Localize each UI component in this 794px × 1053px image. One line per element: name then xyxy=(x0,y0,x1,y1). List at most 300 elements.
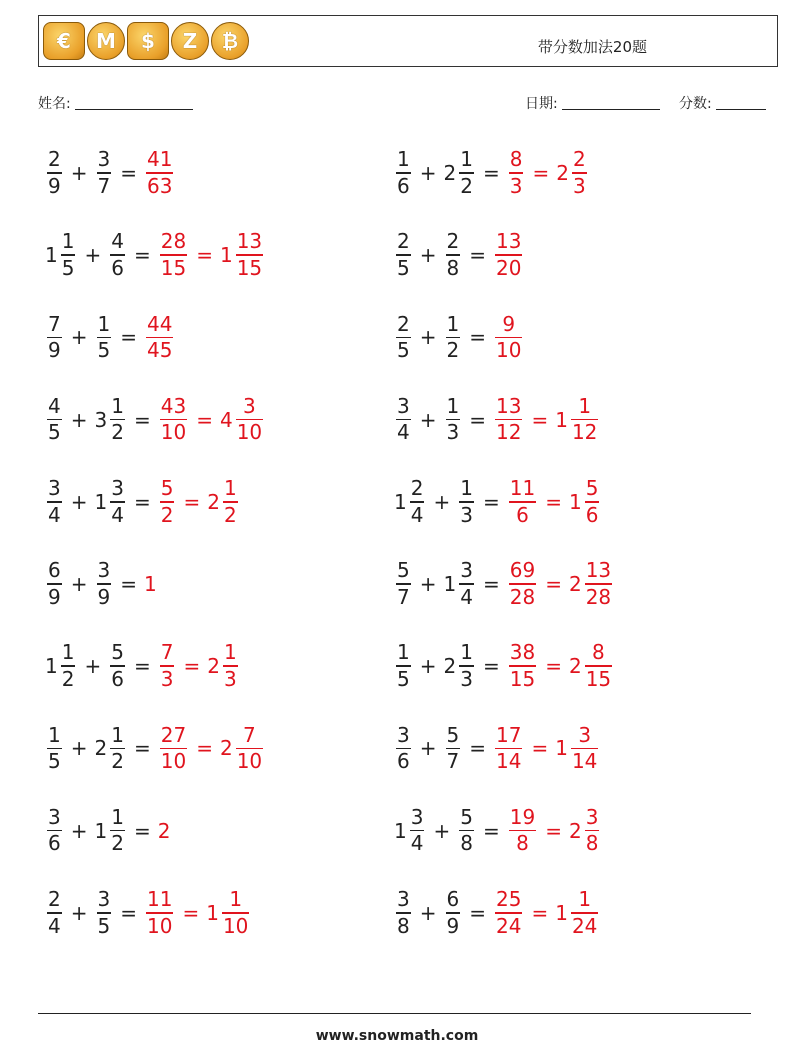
denominator: 4 xyxy=(410,831,424,856)
numerator: 7 xyxy=(48,311,61,336)
whole-number: 2 xyxy=(443,654,457,679)
denominator: 4 xyxy=(48,913,61,938)
numerator: 3 xyxy=(578,722,592,747)
fraction xyxy=(47,887,62,939)
addend xyxy=(45,312,64,364)
answer-equals-sign: = xyxy=(545,572,562,596)
score-field xyxy=(679,93,766,113)
numerator: 2 xyxy=(397,311,410,336)
denominator: 3 xyxy=(446,420,460,445)
numerator: 17 xyxy=(496,722,522,747)
bitcoin-coin-icon: ₿ xyxy=(211,22,249,60)
answer-value xyxy=(144,147,175,199)
equals-sign: = xyxy=(482,161,500,185)
denominator: 3 xyxy=(460,502,473,527)
denominator: 10 xyxy=(236,749,263,774)
denominator: 5 xyxy=(397,255,410,280)
fraction xyxy=(410,805,425,857)
denominator: 6 xyxy=(48,831,61,856)
fraction xyxy=(110,805,125,857)
numerator: 1 xyxy=(578,393,592,418)
denominator: 10 xyxy=(147,913,173,938)
answer-value xyxy=(555,887,600,939)
addend xyxy=(444,640,476,692)
equals-sign: = xyxy=(133,243,151,268)
problem-row xyxy=(394,307,524,367)
whole-number: 1 xyxy=(206,900,219,925)
denominator: 4 xyxy=(460,584,473,609)
answer-value xyxy=(493,394,524,446)
denominator: 8 xyxy=(460,831,473,856)
fraction xyxy=(223,476,238,528)
problem-row xyxy=(45,554,158,614)
denominator: 3 xyxy=(160,666,174,691)
addend xyxy=(394,640,413,692)
denominator: 24 xyxy=(496,913,522,938)
numerator: 1 xyxy=(397,147,410,172)
denominator: 20 xyxy=(496,255,522,280)
numerator: 1 xyxy=(397,640,410,665)
monero-coin-icon: M xyxy=(87,22,125,60)
answer-value xyxy=(144,572,158,596)
answer-value xyxy=(207,476,239,528)
addend xyxy=(394,147,413,199)
denominator: 2 xyxy=(223,502,237,527)
addend xyxy=(95,312,114,364)
answer-value xyxy=(507,805,538,857)
whole-number: 1 xyxy=(394,818,407,843)
numerator: 41 xyxy=(147,147,173,172)
numerator: 8 xyxy=(509,147,523,172)
numerator: 25 xyxy=(496,887,522,912)
answer-value xyxy=(220,723,265,775)
numerator: 13 xyxy=(585,558,612,583)
addend xyxy=(45,558,64,610)
numerator: 1 xyxy=(111,393,124,418)
denominator: 10 xyxy=(160,749,187,774)
answer-value xyxy=(158,394,189,446)
answer-equals-sign: = xyxy=(531,407,549,432)
whole-number: 2 xyxy=(157,818,171,843)
answer-value xyxy=(144,887,175,939)
whole-number: 2 xyxy=(443,161,457,185)
whole-number: 1 xyxy=(394,489,407,514)
addend xyxy=(444,394,463,446)
denominator: 2 xyxy=(460,173,473,198)
numerator: 1 xyxy=(223,476,237,501)
fraction xyxy=(396,394,411,446)
denominator: 5 xyxy=(97,338,111,363)
fraction xyxy=(585,805,600,857)
numerator: 69 xyxy=(509,558,536,583)
fraction xyxy=(446,229,461,281)
equals-sign: = xyxy=(469,736,486,761)
answer-value xyxy=(556,147,588,199)
equals-sign: = xyxy=(482,489,500,514)
fraction xyxy=(459,805,474,857)
addend xyxy=(95,805,127,857)
score-label: 分数: xyxy=(679,96,712,112)
fraction xyxy=(47,312,62,364)
addend xyxy=(394,887,413,939)
denominator: 12 xyxy=(496,420,522,445)
numerator: 2 xyxy=(397,229,410,254)
fraction xyxy=(396,229,411,281)
date-field xyxy=(525,93,660,113)
problem-row xyxy=(45,801,171,861)
whole-number: 2 xyxy=(207,654,220,679)
numerator: 6 xyxy=(48,558,61,583)
denominator: 3 xyxy=(509,173,523,198)
fraction xyxy=(97,312,112,364)
denominator: 4 xyxy=(397,420,410,445)
plus-sign: + xyxy=(70,407,88,432)
addend xyxy=(394,723,413,775)
denominator: 2 xyxy=(61,666,75,691)
score-blank[interactable] xyxy=(716,95,766,110)
name-label: 姓名: xyxy=(38,96,71,112)
plus-sign: + xyxy=(419,325,437,350)
fraction xyxy=(97,887,112,939)
addend xyxy=(45,394,64,446)
answer-value xyxy=(206,887,251,939)
equals-sign: = xyxy=(133,818,151,843)
numerator: 1 xyxy=(111,722,124,747)
addend xyxy=(45,147,64,199)
numerator: 5 xyxy=(160,476,174,501)
numerator: 2 xyxy=(48,147,61,172)
numerator: 6 xyxy=(446,887,460,912)
answer-value xyxy=(493,229,524,281)
answer-value xyxy=(569,476,601,528)
addend xyxy=(95,394,127,446)
fraction xyxy=(160,229,187,281)
denominator: 4 xyxy=(410,502,424,527)
fraction xyxy=(509,558,536,610)
plus-sign: + xyxy=(419,243,437,268)
numerator: 5 xyxy=(111,640,124,665)
fraction xyxy=(571,723,598,775)
addend xyxy=(394,558,413,610)
fraction xyxy=(47,147,62,199)
name-field xyxy=(38,93,193,113)
denominator: 15 xyxy=(160,255,187,280)
numerator: 5 xyxy=(446,722,460,747)
addend xyxy=(45,476,64,528)
fraction xyxy=(146,887,173,939)
answer-value xyxy=(569,558,614,610)
plus-sign: + xyxy=(70,818,88,843)
addend xyxy=(394,394,413,446)
numerator: 8 xyxy=(592,640,605,665)
whole-number: 2 xyxy=(568,818,582,843)
numerator: 3 xyxy=(243,393,256,418)
whole-number: 2 xyxy=(556,161,569,185)
whole-number: 2 xyxy=(568,654,582,679)
whole-number: 1 xyxy=(568,489,582,514)
numerator: 9 xyxy=(502,311,516,336)
fraction xyxy=(97,558,112,610)
denominator: 4 xyxy=(111,502,124,527)
plus-sign: + xyxy=(84,654,102,679)
problem-row xyxy=(45,307,175,367)
plus-sign: + xyxy=(84,243,102,268)
fraction xyxy=(509,805,536,857)
fraction xyxy=(236,394,263,446)
denominator: 14 xyxy=(496,749,522,774)
addend xyxy=(444,723,463,775)
answer-value xyxy=(507,147,526,199)
addend xyxy=(95,476,127,528)
denominator: 6 xyxy=(585,502,599,527)
fraction xyxy=(396,887,411,939)
plus-sign: + xyxy=(419,900,437,925)
answer-equals-sign: = xyxy=(532,161,550,185)
answer-equals-sign: = xyxy=(545,489,562,514)
addend xyxy=(444,229,463,281)
answer-value xyxy=(569,805,601,857)
denominator: 10 xyxy=(160,420,187,445)
addend xyxy=(394,229,413,281)
numerator: 44 xyxy=(147,311,173,336)
denominator: 7 xyxy=(446,749,460,774)
numerator: 27 xyxy=(160,722,187,747)
whole-number: 1 xyxy=(94,818,108,843)
fraction xyxy=(410,476,425,528)
fraction xyxy=(236,229,263,281)
equals-sign: = xyxy=(120,161,137,185)
numerator: 1 xyxy=(578,887,592,912)
fraction xyxy=(509,476,536,528)
fraction xyxy=(223,640,238,692)
numerator: 4 xyxy=(48,393,61,418)
denominator: 6 xyxy=(516,502,529,527)
addend xyxy=(95,147,114,199)
denominator: 8 xyxy=(585,831,599,856)
fraction xyxy=(61,229,76,281)
fraction xyxy=(47,394,62,446)
fraction xyxy=(160,723,187,775)
numerator: 1 xyxy=(446,393,460,418)
numerator: 2 xyxy=(572,147,586,172)
fraction xyxy=(396,147,411,199)
denominator: 24 xyxy=(571,913,598,938)
whole-number: 1 xyxy=(555,900,568,925)
problem-row xyxy=(394,554,614,614)
addend xyxy=(394,312,413,364)
fraction xyxy=(459,640,474,692)
whole-number: 1 xyxy=(443,572,457,596)
numerator: 1 xyxy=(61,640,75,665)
numerator: 3 xyxy=(48,476,61,501)
date-blank[interactable] xyxy=(562,95,660,110)
denominator: 10 xyxy=(236,420,263,445)
fraction xyxy=(160,476,175,528)
answer-equals-sign: = xyxy=(545,654,562,679)
zcash-coin-icon: Z xyxy=(171,22,209,60)
numerator: 1 xyxy=(61,229,75,254)
denominator: 7 xyxy=(97,173,111,198)
denominator: 5 xyxy=(48,749,61,774)
numerator: 3 xyxy=(460,558,473,583)
equals-sign: = xyxy=(120,900,137,925)
addend xyxy=(457,805,476,857)
answer-equals-sign: = xyxy=(196,407,213,432)
numerator: 13 xyxy=(496,229,522,254)
plus-sign: + xyxy=(70,572,88,596)
denominator: 2 xyxy=(111,420,124,445)
fraction xyxy=(585,558,612,610)
fraction xyxy=(571,887,598,939)
denominator: 8 xyxy=(516,831,529,856)
answer-value xyxy=(493,887,524,939)
whole-number: 1 xyxy=(555,736,568,761)
problem-row xyxy=(45,143,175,203)
numerator: 5 xyxy=(460,804,473,829)
fraction xyxy=(110,723,125,775)
fraction xyxy=(495,229,522,281)
addend xyxy=(45,723,64,775)
answer-value xyxy=(507,640,538,692)
plus-sign: + xyxy=(419,654,437,679)
denominator: 9 xyxy=(48,173,61,198)
answer-equals-sign: = xyxy=(196,736,213,761)
numerator: 1 xyxy=(446,311,460,336)
numerator: 7 xyxy=(243,722,256,747)
fraction xyxy=(47,476,62,528)
numerator: 2 xyxy=(446,229,460,254)
problem-row xyxy=(45,390,265,450)
answer-value xyxy=(220,229,265,281)
answer-value xyxy=(555,723,600,775)
fraction xyxy=(222,887,249,939)
answer-value xyxy=(144,312,175,364)
addend xyxy=(108,640,127,692)
whole-number: 3 xyxy=(94,407,108,432)
answer-equals-sign: = xyxy=(545,818,562,843)
equals-sign: = xyxy=(469,325,486,350)
addend xyxy=(444,312,463,364)
answer-value xyxy=(158,640,177,692)
numerator: 1 xyxy=(460,640,473,665)
fraction xyxy=(495,723,522,775)
numerator: 5 xyxy=(585,476,599,501)
addend xyxy=(95,887,114,939)
denominator: 6 xyxy=(397,173,410,198)
fraction xyxy=(110,229,125,281)
denominator: 10 xyxy=(222,913,249,938)
plus-sign: + xyxy=(70,325,88,350)
addend xyxy=(444,887,463,939)
numerator: 3 xyxy=(48,804,61,829)
answer-value xyxy=(207,640,239,692)
denominator: 10 xyxy=(496,338,522,363)
answer-equals-sign: = xyxy=(531,736,549,761)
plus-sign: + xyxy=(433,489,451,514)
addend xyxy=(95,558,114,610)
denominator: 3 xyxy=(223,666,237,691)
numerator: 43 xyxy=(160,393,187,418)
problem-row xyxy=(45,718,265,778)
answer-value xyxy=(158,229,189,281)
equals-sign: = xyxy=(133,489,151,514)
denominator: 7 xyxy=(397,584,410,609)
numerator: 11 xyxy=(509,476,536,501)
numerator: 3 xyxy=(410,804,424,829)
whole-number: 2 xyxy=(94,736,108,761)
coin-icons xyxy=(43,22,249,62)
footer-divider xyxy=(38,1013,751,1014)
problem-row xyxy=(394,225,524,285)
coin-stack-icon: $ xyxy=(127,22,169,60)
fraction xyxy=(396,640,411,692)
problem-row xyxy=(394,390,600,450)
plus-sign: + xyxy=(419,407,437,432)
denominator: 4 xyxy=(48,502,61,527)
denominator: 2 xyxy=(111,831,124,856)
numerator: 3 xyxy=(111,476,124,501)
fraction xyxy=(47,805,62,857)
fraction xyxy=(459,147,474,199)
denominator: 45 xyxy=(147,338,173,363)
problem-row xyxy=(45,472,240,532)
problem-row xyxy=(45,883,251,943)
problem-row xyxy=(394,883,600,943)
equals-sign: = xyxy=(469,407,486,432)
whole-number: 4 xyxy=(219,407,233,432)
denominator: 5 xyxy=(397,666,410,691)
addend xyxy=(45,887,64,939)
fraction xyxy=(61,640,76,692)
answer-value xyxy=(507,476,538,528)
numerator: 3 xyxy=(97,147,111,172)
fraction xyxy=(446,394,461,446)
fraction xyxy=(572,147,587,199)
problem-row xyxy=(394,636,614,696)
numerator: 19 xyxy=(509,804,536,829)
whole-number: 1 xyxy=(45,654,58,679)
denominator: 9 xyxy=(48,338,61,363)
fraction xyxy=(495,887,522,939)
denominator: 3 xyxy=(572,173,586,198)
denominator: 5 xyxy=(48,420,61,445)
denominator: 28 xyxy=(585,584,612,609)
denominator: 9 xyxy=(48,584,61,609)
fraction xyxy=(446,312,461,364)
answer-value xyxy=(220,394,265,446)
fraction xyxy=(585,640,612,692)
equals-sign: = xyxy=(120,572,137,596)
numerator: 1 xyxy=(48,722,61,747)
denominator: 28 xyxy=(509,584,536,609)
fraction xyxy=(97,147,112,199)
name-blank[interactable] xyxy=(75,95,193,110)
denominator: 5 xyxy=(61,255,75,280)
problem-row xyxy=(45,225,265,285)
addend xyxy=(457,476,476,528)
denominator: 6 xyxy=(111,666,124,691)
fraction xyxy=(495,394,522,446)
numerator: 3 xyxy=(397,887,410,912)
problem-row xyxy=(394,143,589,203)
plus-sign: + xyxy=(419,161,437,185)
denominator: 9 xyxy=(97,584,111,609)
fraction xyxy=(396,312,411,364)
fraction xyxy=(236,723,263,775)
denominator: 63 xyxy=(147,173,173,198)
problem-row xyxy=(394,718,600,778)
answer-value xyxy=(158,723,189,775)
